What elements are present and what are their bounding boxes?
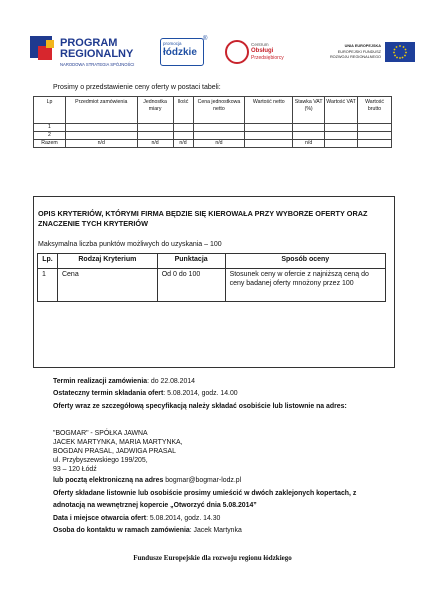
header-cell: Ilość bbox=[173, 97, 193, 124]
table-cell bbox=[173, 124, 193, 132]
envelope-instructions: Oferty składane listownie lub osobiście prosimy umieścić w dwóch zaklejonych kopertach, z adnotacją na wewnętrznej kopercie „Otworzyć dnia 5.08.2014” bbox=[53, 490, 357, 509]
table-cell bbox=[173, 132, 193, 140]
table-cell: 1 bbox=[34, 124, 66, 132]
criteria-heading: OPIS KRYTERIÓW, KTÓRYMI FIRMA BĘDZIE SIĘ KIEROWAŁA PRZY WYBORZE OFERTY ORAZ ZNACZENIE TYCH KRYTERIÓW bbox=[38, 209, 368, 228]
header-cell: Przedmiot zamówienia bbox=[65, 97, 137, 124]
table-cell bbox=[293, 124, 325, 132]
intro-text: Prosimy o przedstawienie ceny oferty w postaci tabeli: bbox=[53, 84, 221, 91]
criteria-table-header bbox=[38, 254, 386, 269]
program-regionalny-logo: PROGRAM REGIONALNY NARODOWA STRATEGIA SPÓJNOŚCI bbox=[30, 36, 158, 76]
promocja-lodzkie-logo: promocja łódzkie ® bbox=[160, 38, 208, 66]
table-cell: n/d bbox=[293, 140, 325, 148]
table-cell bbox=[137, 132, 173, 140]
table-cell: 2 bbox=[34, 132, 66, 140]
table-cell: Cena bbox=[57, 269, 157, 302]
table-cell: n/d bbox=[137, 140, 173, 148]
price-table-header bbox=[34, 97, 392, 124]
header-cell: Wartość VAT bbox=[325, 97, 358, 124]
price-table bbox=[33, 96, 392, 148]
table-cell: 1 bbox=[38, 269, 58, 302]
max-points-text: Maksymalna liczba punktów możliwych do uzyskania – 100 bbox=[38, 241, 222, 248]
header-cell: Lp. bbox=[38, 254, 58, 269]
table-cell bbox=[325, 124, 358, 132]
table-cell bbox=[245, 132, 293, 140]
table-cell bbox=[245, 140, 293, 148]
email-line: lub pocztą elektroniczną na adres bogmar@bogmar-lodz.pl bbox=[53, 477, 242, 484]
contact-line: Osoba do kontaktu w ramach zamówienia: Jacek Martynka bbox=[53, 527, 242, 534]
offers-line: Oferty wraz ze szczegółową specyfikacją należy składać osobiście lub listownie na adres: bbox=[53, 403, 347, 410]
eu-logo: UNIA EUROPEJSKA EUROPEJSKI FUNDUSZ ROZWOJU REGIONALNEGO bbox=[315, 42, 415, 66]
email-link[interactable]: bogmar@bogmar-lodz.pl bbox=[163, 477, 242, 484]
term-line: Termin realizacji zamówienia: do 22.08.2014 bbox=[53, 378, 195, 385]
table-row bbox=[34, 124, 392, 132]
table-cell bbox=[193, 132, 245, 140]
table-cell: n/d bbox=[65, 140, 137, 148]
header-cell: Sposób oceny bbox=[225, 254, 385, 269]
table-cell bbox=[65, 132, 137, 140]
header-cell: Jednostka miary bbox=[137, 97, 173, 124]
opening-line: Data i miejsce otwarcia ofert: 5.08.2014, godz. 14.30 bbox=[53, 515, 221, 522]
header-cell: Stawka VAT (%) bbox=[293, 97, 325, 124]
header-cell: Punktacja bbox=[157, 254, 225, 269]
table-cell bbox=[358, 124, 392, 132]
table-cell bbox=[293, 132, 325, 140]
deadline-line: Ostateczny termin składania ofert: 5.08.2014, godz. 14.00 bbox=[53, 390, 238, 397]
footer-text: Fundusze Europejskie dla rozwoju regionu łódzkiego bbox=[133, 554, 292, 562]
address-block: "BOGMAR" - SPÓŁKA JAWNA JACEK MARTYNKA, MARIA MARTYNKA, BOGDAN PRASAL, JADWIGA PRASAL ul. Przybyszewskiego 199/205, 93 – 120 Łódź bbox=[53, 430, 183, 473]
table-row-total bbox=[34, 140, 392, 148]
table-cell bbox=[325, 132, 358, 140]
table-cell: n/d bbox=[193, 140, 245, 148]
header-cell: Wartość brutto bbox=[358, 97, 392, 124]
table-cell: Stosunek ceny w ofercie z najniższą ceną do ceny badanej oferty mnożony przez 100 bbox=[225, 269, 385, 302]
table-cell bbox=[193, 124, 245, 132]
centrum-obslugi-logo: Centrum Obsługi Przedsiębiorcy bbox=[225, 40, 295, 68]
table-cell: Razem bbox=[34, 140, 66, 148]
table-row bbox=[34, 132, 392, 140]
table-cell bbox=[358, 132, 392, 140]
table-cell bbox=[65, 124, 137, 132]
header-cell: Cena jednostkowa netto bbox=[193, 97, 245, 124]
table-cell bbox=[137, 124, 173, 132]
table-cell bbox=[325, 140, 358, 148]
eu-flag-icon bbox=[385, 42, 415, 62]
table-row bbox=[38, 269, 386, 302]
criteria-table bbox=[37, 253, 386, 302]
header-cell: Lp bbox=[34, 97, 66, 124]
header-cell: Rodzaj Kryterium bbox=[57, 254, 157, 269]
table-cell bbox=[358, 140, 392, 148]
header-cell: Wartość netto bbox=[245, 97, 293, 124]
table-cell: n/d bbox=[173, 140, 193, 148]
table-cell: Od 0 do 100 bbox=[157, 269, 225, 302]
table-cell bbox=[245, 124, 293, 132]
